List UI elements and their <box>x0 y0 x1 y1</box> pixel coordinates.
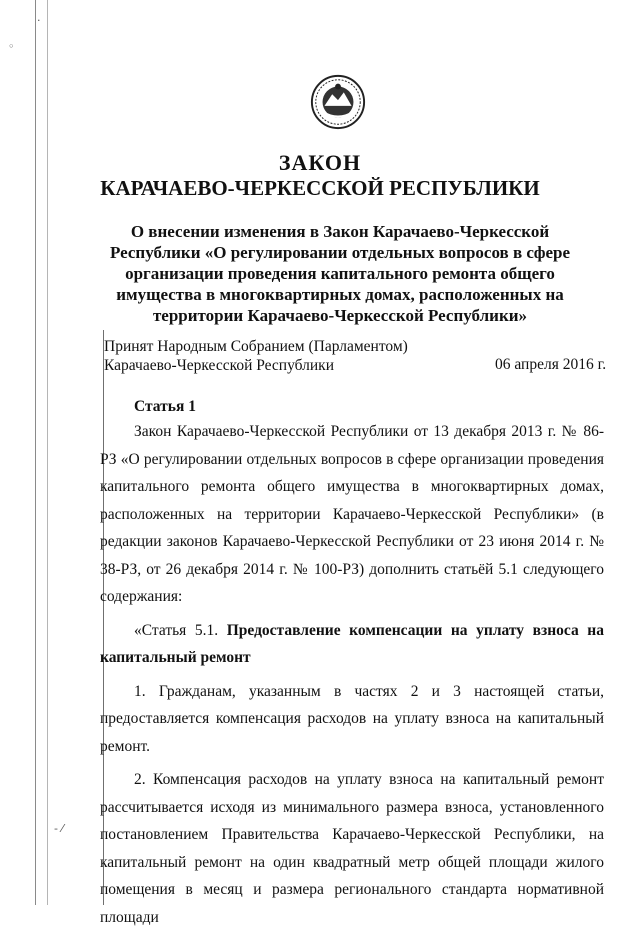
new-article-title-text: Предоставление компенсации на уплату взноса на капитальный ремонт <box>100 621 604 666</box>
new-article-prefix: «Статья 5.1. <box>134 621 227 639</box>
scan-dot: · <box>37 14 41 27</box>
scan-dot: ◦ <box>8 40 15 53</box>
scan-dot: - ⁄ <box>54 822 64 835</box>
adoption-line-2: Карачаево-Черкесской Республики <box>104 357 334 374</box>
article-intro: Закон Карачаево-Черкесской Республики от 13 декабря 2013 г. № 86-РЗ «О регулировании отдельных вопросов в сфере организации проведения капитального ремонта общего имущества в многоквартирных домах, расположенных на территории Карачаево-Черкесской Республики» (в редакции законов Карачаево-Черкесской Республики от 23 июня 2014 г. № 38-РЗ, от 26 декабря 2014 г. № 100-РЗ) дополнить статьёй 5.1 следующего содержания: <box>100 423 604 605</box>
paragraph-2: 2. Компенсация расходов на уплату взноса на капитальный ремонт рассчитывается исходя из минимального размера взноса, установленного постановлением Правительства Карачаево-Черкесской Республики, на капитальный ремонт на один квадратный метр общей площади жилого помещения в месяц и размера регионального стандарта нормативной площади <box>100 771 604 926</box>
adoption-date: 06 апреля 2016 г. <box>495 356 607 373</box>
article-body <box>100 418 604 931</box>
law-subtitle: О внесении изменения в Закон Карачаево-Черкесской Республики «О регулировании отдельных вопросов в сфере организации проведения капитального ремонта общего имущества в многоквартирных домах, расположенных на территории Карачаево-Черкесской Республики» <box>109 222 571 325</box>
scan-line-left <box>35 0 36 905</box>
law-heading: ЗАКОН <box>278 150 362 175</box>
scan-line-right <box>47 0 48 905</box>
adoption-block <box>104 337 408 375</box>
paragraph-1: 1. Гражданам, указанным в частях 2 и 3 настоящей статьи, предоставляется компенсация расходов на уплату взноса на капитальный ремонт. <box>100 682 604 755</box>
republic-heading: КАРАЧАЕВО-ЧЕРКЕССКОЙ РЕСПУБЛИКИ <box>100 176 540 200</box>
new-article-title <box>100 617 604 672</box>
coat-of-arms-emblem <box>309 73 367 131</box>
adoption-line-1: Принят Народным Собранием (Парламентом) <box>104 338 408 355</box>
article-heading: Статья 1 <box>134 398 196 415</box>
